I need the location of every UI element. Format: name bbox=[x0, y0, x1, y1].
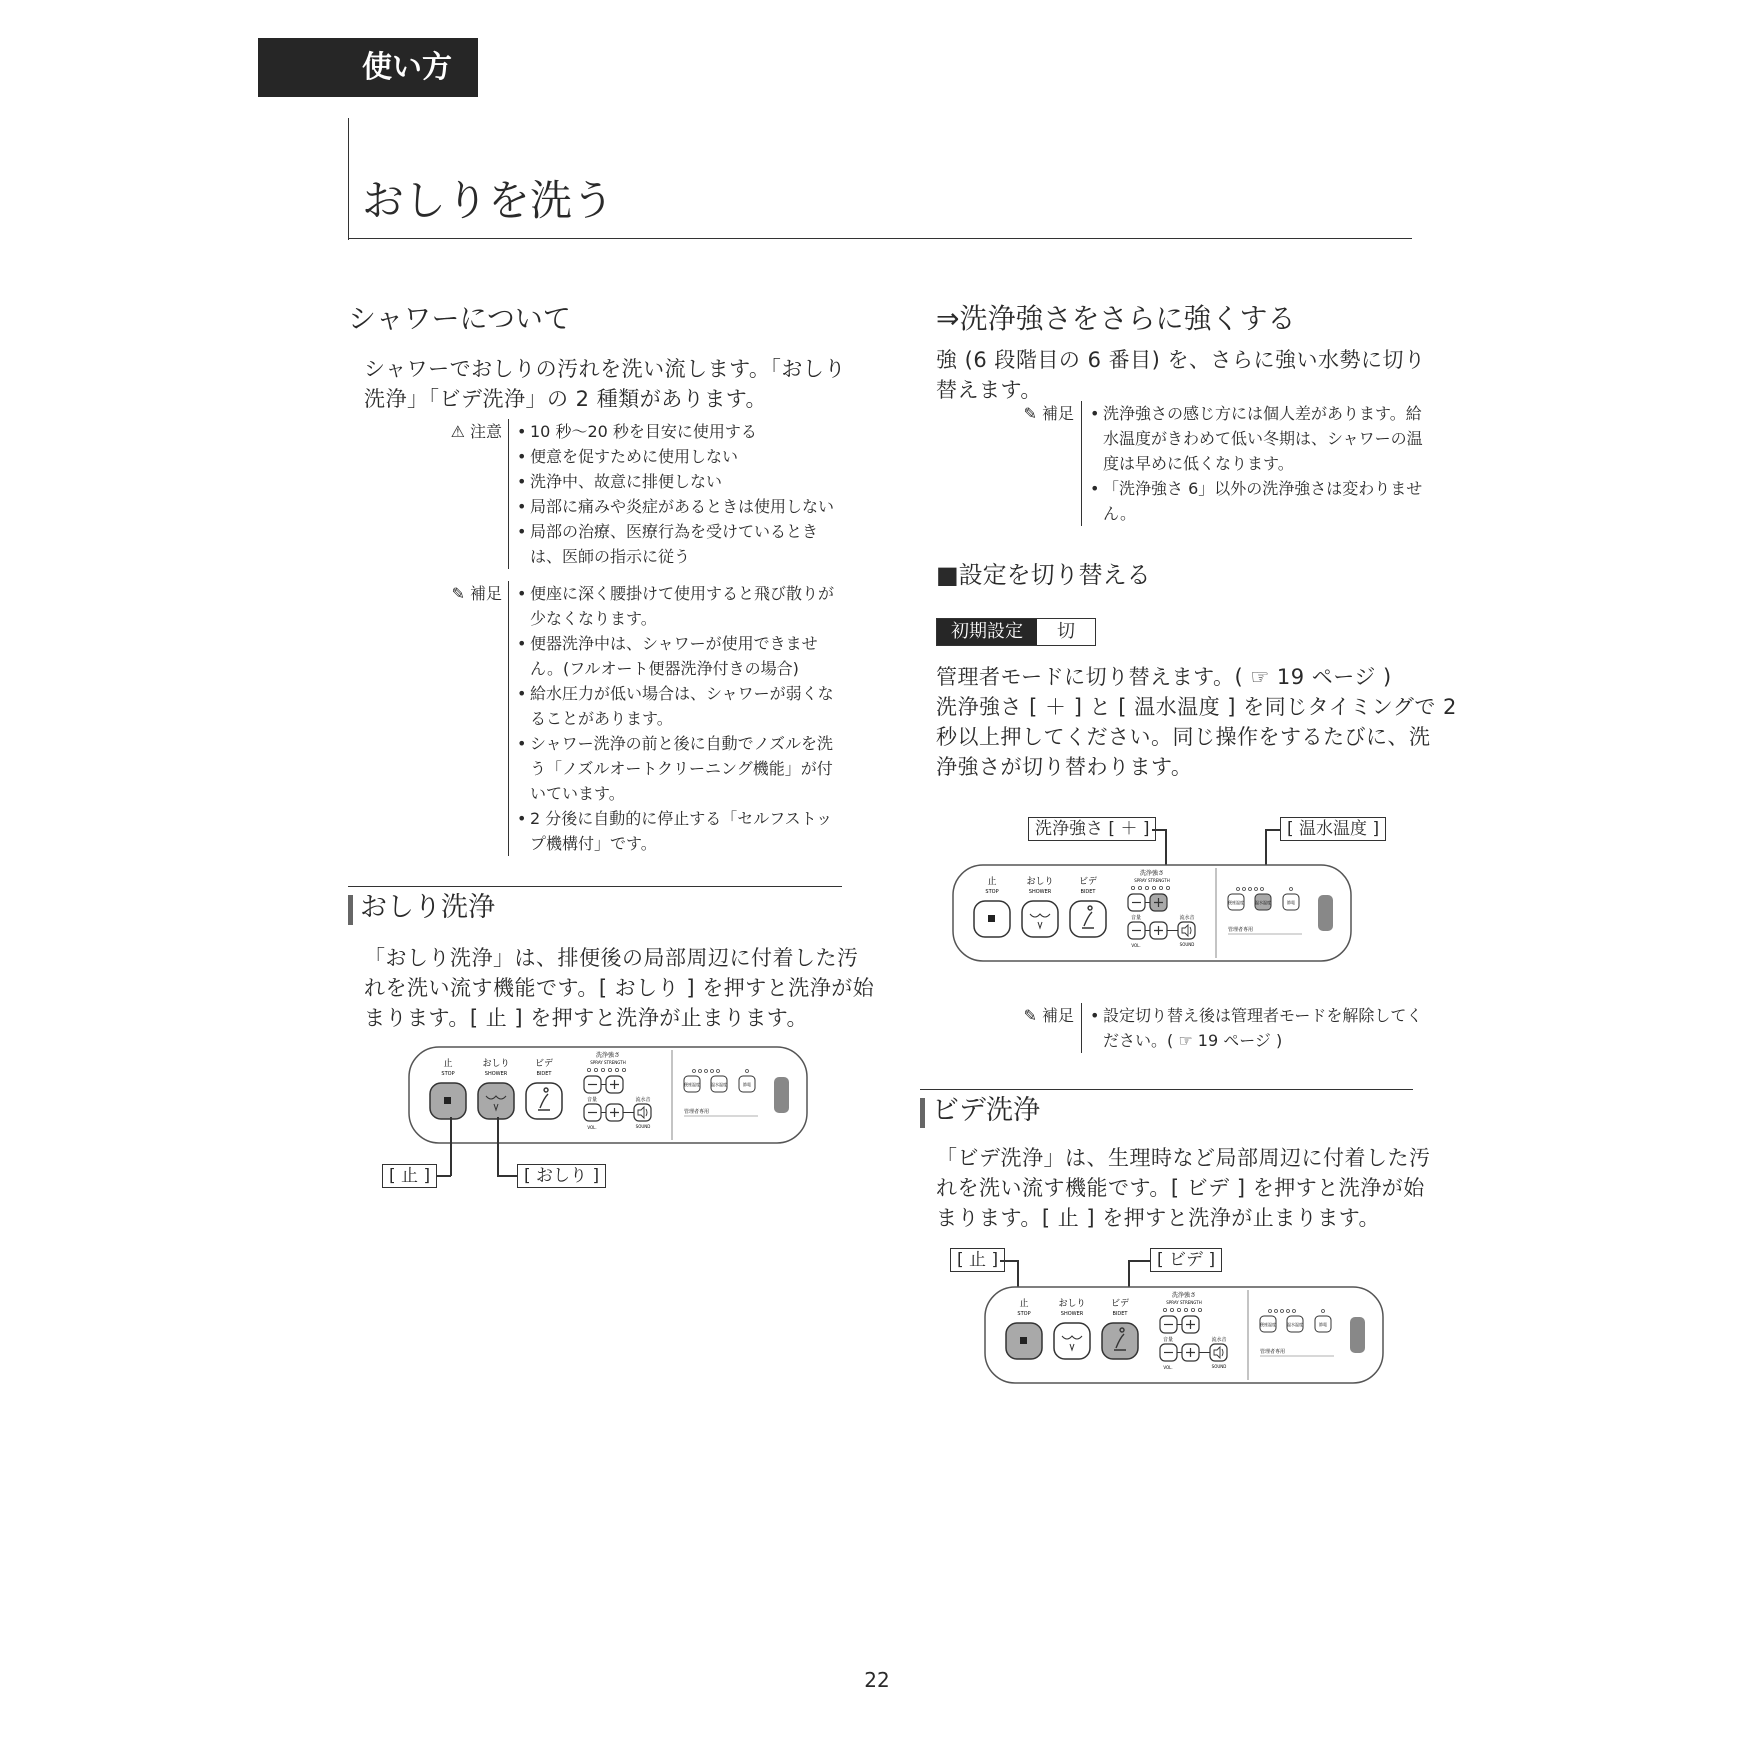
caution-item: • 洗浄中、故意に排便しない bbox=[517, 469, 847, 494]
panel-label-vol-en: VOL. bbox=[1163, 1365, 1173, 1370]
stronger-heading: ⇒洗浄強さをさらに強くする bbox=[936, 302, 1296, 335]
sound-button[interactable] bbox=[1178, 922, 1195, 939]
setting-line: 管理者モードに切り替えます。( ☞ 19 ページ ) bbox=[936, 665, 1392, 689]
panel-label-sound-en: SOUND bbox=[1179, 942, 1195, 947]
callout-bidet: [ ビデ ] bbox=[1150, 1248, 1222, 1272]
oshiri-line: 「おしり洗浄」は、排便後の局部周辺に付着した汚 bbox=[364, 946, 859, 970]
callout-water-temp: [ 温水温度 ] bbox=[1280, 817, 1386, 841]
panel-label-spray: 洗浄強さ bbox=[595, 1052, 621, 1059]
panel-label-sound-en: SOUND bbox=[635, 1124, 651, 1129]
panel-label-vol-en: VOL. bbox=[587, 1125, 597, 1130]
setting-line: 洗浄強さ [ ＋ ] と [ 温水温度 ] を同じタイミングで 2 bbox=[936, 695, 1457, 719]
stop-icon bbox=[1020, 1337, 1027, 1344]
leader-line bbox=[450, 1117, 452, 1176]
note-item: • 設定切り替え後は管理者モードを解除してください。( ☞ 19 ページ ) bbox=[1090, 1003, 1430, 1053]
panel-label-stop-en: STOP bbox=[1017, 1311, 1031, 1317]
callout-stop: [ 止 ] bbox=[382, 1164, 437, 1188]
leader-line bbox=[1000, 1260, 1018, 1262]
note-label: ✎ 補足 bbox=[451, 584, 502, 603]
note-item: • シャワー洗浄の前と後に自動でノズルを洗う「ノズルオートクリーニング機能」が付いています。 bbox=[517, 731, 847, 806]
shower-button[interactable] bbox=[1022, 901, 1058, 937]
panel-label-shower-en: SHOWER bbox=[1060, 1311, 1084, 1317]
sound-button[interactable] bbox=[634, 1104, 651, 1121]
panel-label-spray: 洗浄強さ bbox=[1139, 870, 1165, 877]
panel-label-bidet-en: BIDET bbox=[1112, 1311, 1128, 1317]
power-save-label: 節電 bbox=[1287, 900, 1295, 905]
power-save-label: 節電 bbox=[743, 1082, 751, 1087]
sensor-window bbox=[1350, 1317, 1365, 1353]
panel-label-bidet: ビデ bbox=[534, 1059, 554, 1069]
oshiri-line: れを洗い流す機能です。[ おしり ] を押すと洗浄が始 bbox=[364, 976, 875, 1000]
note-item: • 2 分後に自動的に停止する「セルフストップ機構付」です。 bbox=[517, 806, 847, 856]
seat-temp-label: 便座温度 bbox=[684, 1082, 700, 1087]
callout-strength-plus: 洗浄強さ [ ＋ ] bbox=[1028, 817, 1156, 841]
leader-line bbox=[497, 1175, 517, 1177]
bidet-heading: ビデ洗浄 bbox=[932, 1095, 1040, 1126]
stop-icon bbox=[444, 1097, 451, 1104]
callout-stop: [ 止 ] bbox=[950, 1248, 1005, 1272]
note-item: • 便器洗浄中は、シャワーが使用できません。(フルオート便器洗浄付きの場合) bbox=[517, 631, 847, 681]
panel-label-shower: おしり bbox=[1058, 1299, 1086, 1309]
panel-label-shower-en: SHOWER bbox=[484, 1071, 508, 1077]
panel-label-shower-en: SHOWER bbox=[1028, 889, 1052, 895]
panel-label-vol: 音量 bbox=[586, 1097, 598, 1103]
panel-label-bidet: ビデ bbox=[1110, 1299, 1130, 1309]
page-number: 22 bbox=[864, 1668, 890, 1692]
caution-item: • 局部の治療、医療行為を受けているときは、医師の指示に従う bbox=[517, 519, 847, 569]
shower-intro-line: 洗浄」「ビデ洗浄」の 2 種類があります。 bbox=[364, 387, 768, 411]
panel-label-sound: 流水音 bbox=[635, 1097, 651, 1103]
panel-label-stop: 止 bbox=[987, 877, 997, 887]
section-bar bbox=[348, 895, 353, 925]
panel-label-shower: おしり bbox=[1026, 877, 1054, 887]
panel-label-bidet: ビデ bbox=[1078, 877, 1098, 887]
leader-line bbox=[1152, 829, 1166, 831]
note-label: ✎ 補足 bbox=[1023, 1006, 1074, 1025]
bidet-body bbox=[936, 1143, 1431, 1233]
caution-item: • 10 秒～20 秒を目安に使用する bbox=[517, 419, 847, 444]
note-label: ✎ 補足 bbox=[1023, 404, 1074, 423]
note-item: • 便座に深く腰掛けて使用すると飛び散りが少なくなります。 bbox=[517, 581, 847, 631]
panel-label-stop: 止 bbox=[1019, 1299, 1029, 1309]
shower-button[interactable] bbox=[478, 1083, 514, 1119]
panel-label-spray-en: SPRAY STRENGTH bbox=[590, 1060, 626, 1065]
oshiri-heading: おしり洗浄 bbox=[360, 892, 495, 923]
note-item: • 「洗浄強さ 6」以外の洗浄強さは変わりません。 bbox=[1090, 476, 1430, 526]
note-item: • 洗浄強さの感じ方には個人差があります。給水温度がきわめて低い冬期は、シャワーの温度は早めに低くなります。 bbox=[1090, 401, 1430, 476]
panel-label-stop-en: STOP bbox=[985, 889, 999, 895]
setting-body bbox=[936, 662, 1457, 782]
panel-label-bidet-en: BIDET bbox=[536, 1071, 552, 1077]
setting-note-list bbox=[1081, 1003, 1430, 1053]
setting-heading: ■設定を切り替える bbox=[936, 561, 1151, 589]
control-panel-bidet bbox=[984, 1286, 1384, 1390]
water-temp-label: 温水温度 bbox=[1255, 900, 1271, 905]
panel-label-spray-en: SPRAY STRENGTH bbox=[1134, 878, 1170, 883]
setting-line: 秒以上押してください。同じ操作をするたびに、洗 bbox=[936, 725, 1431, 749]
leader-line bbox=[497, 1117, 499, 1176]
panel-label-sound-en: SOUND bbox=[1211, 1364, 1227, 1369]
bidet-line: 「ビデ洗浄」は、生理時など局部周辺に付着した汚 bbox=[936, 1146, 1431, 1170]
stronger-line: 替えます。 bbox=[936, 378, 1042, 402]
panel-label-bidet-en: BIDET bbox=[1080, 889, 1096, 895]
power-save-label: 節電 bbox=[1319, 1322, 1327, 1327]
title-rule-horizontal bbox=[348, 238, 1412, 239]
panel-label-sound: 流水音 bbox=[1211, 1337, 1227, 1343]
panel-label-stop: 止 bbox=[443, 1059, 453, 1069]
leader-line bbox=[1265, 829, 1280, 831]
caution-item: • 局部に痛みや炎症があるときは使用しない bbox=[517, 494, 847, 519]
shower-note-list bbox=[508, 581, 847, 856]
title-rule-vertical bbox=[348, 118, 349, 240]
admin-label: 管理者専用 bbox=[1260, 1349, 1286, 1355]
panel-label-vol: 音量 bbox=[1130, 915, 1142, 921]
bidet-section-header bbox=[920, 1089, 1413, 1130]
page-title: おしりを洗う bbox=[362, 176, 615, 225]
oshiri-line: まります。[ 止 ] を押すと洗浄が止まります。 bbox=[364, 1006, 809, 1030]
caution-item: • 便意を促すために使用しない bbox=[517, 444, 847, 469]
water-temp-label: 温水温度 bbox=[1287, 1322, 1303, 1327]
panel-label-spray: 洗浄強さ bbox=[1171, 1292, 1197, 1299]
shower-button[interactable] bbox=[1054, 1323, 1090, 1359]
stronger-line: 強 (6 段階目の 6 番目) を、さらに強い水勢に切り bbox=[936, 348, 1426, 372]
stop-icon bbox=[988, 915, 995, 922]
initial-setting-key: 初期設定 bbox=[937, 619, 1037, 645]
sound-button[interactable] bbox=[1210, 1344, 1227, 1361]
shower-heading: シャワーについて bbox=[348, 302, 571, 335]
shower-intro-line: シャワーでおしりの汚れを洗い流します。「おしり bbox=[364, 357, 846, 381]
sensor-window bbox=[774, 1077, 789, 1113]
sensor-window bbox=[1318, 895, 1333, 931]
water-temp-label: 温水温度 bbox=[711, 1082, 727, 1087]
bidet-line: まります。[ 止 ] を押すと洗浄が止まります。 bbox=[936, 1206, 1381, 1230]
callout-shower: [ おしり ] bbox=[517, 1164, 606, 1188]
initial-setting-value: 切 bbox=[1057, 621, 1075, 642]
panel-label-stop-en: STOP bbox=[441, 1071, 455, 1077]
stronger-body bbox=[936, 345, 1425, 405]
panel-label-vol: 音量 bbox=[1162, 1337, 1174, 1343]
stronger-note-list bbox=[1081, 401, 1430, 526]
leader-line bbox=[1128, 1260, 1150, 1262]
admin-label: 管理者専用 bbox=[1228, 927, 1254, 933]
oshiri-section-header bbox=[348, 886, 842, 927]
section-bar bbox=[920, 1098, 925, 1128]
panel-label-spray-en: SPRAY STRENGTH bbox=[1166, 1300, 1202, 1305]
caution-list bbox=[508, 419, 847, 569]
panel-label-vol-en: VOL. bbox=[1131, 943, 1141, 948]
caution-label: ⚠ 注意 bbox=[450, 422, 502, 441]
bidet-line: れを洗い流す機能です。[ ビデ ] を押すと洗浄が始 bbox=[936, 1176, 1425, 1200]
initial-setting-badge bbox=[936, 618, 1096, 646]
seat-temp-label: 便座温度 bbox=[1228, 900, 1244, 905]
chapter-tab: 使い方 bbox=[258, 38, 478, 97]
seat-temp-label: 便座温度 bbox=[1260, 1322, 1276, 1327]
control-panel-oshiri bbox=[408, 1046, 808, 1150]
panel-label-sound: 流水音 bbox=[1179, 915, 1195, 921]
setting-line: 浄強さが切り替わります。 bbox=[936, 755, 1193, 779]
shower-intro bbox=[364, 354, 846, 414]
oshiri-body bbox=[364, 943, 874, 1033]
control-panel-setting bbox=[952, 864, 1352, 968]
panel-label-shower: おしり bbox=[482, 1059, 510, 1069]
note-item: • 給水圧力が低い場合は、シャワーが弱くなることがあります。 bbox=[517, 681, 847, 731]
admin-label: 管理者専用 bbox=[684, 1109, 710, 1115]
